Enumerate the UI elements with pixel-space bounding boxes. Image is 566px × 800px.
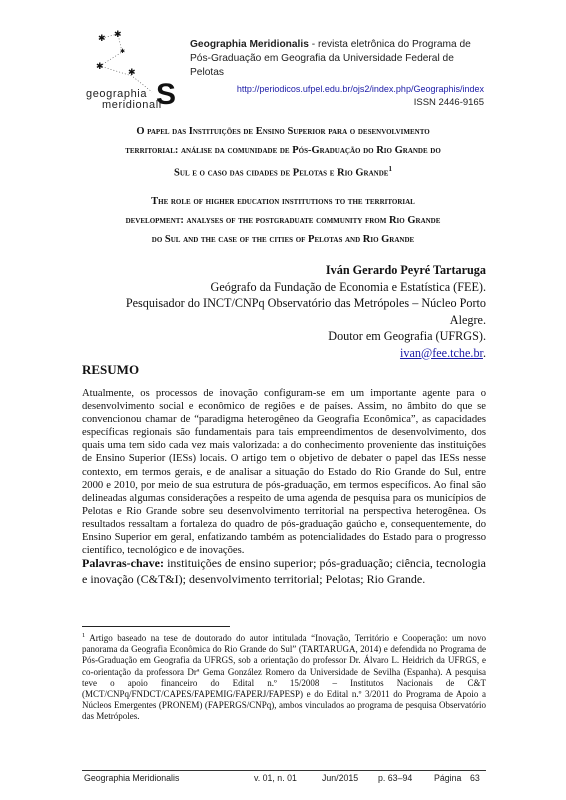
author-affiliation: Geógrafo da Fundação de Economia e Estatística (FEE). (210, 279, 486, 294)
star-icon: ✱ (98, 33, 106, 43)
title-en-line: The role of higher education institutions to the territorial (151, 196, 415, 207)
journal-logo (82, 30, 178, 112)
footer-journal: Geographia Meridionalis (84, 773, 180, 783)
page-footer (82, 773, 486, 785)
author-affiliation: Pesquisador do INCT/CNPq Observatório das Metrópoles – Núcleo Porto Alegre. (125, 296, 486, 327)
footer-page-number: 63 (470, 773, 480, 783)
author-name: Iván Gerardo Peyré Tartaruga (325, 263, 486, 277)
author-block (106, 262, 486, 361)
keywords-list: instituições de ensino superior; pós-graduação; ciência, tecnologia e inovação (C&T&I); desenvolvimento territorial; Pelotas; Rio Grande. (82, 556, 486, 586)
footer-page-label: Página (434, 773, 462, 783)
star-icon: ✱ (120, 49, 126, 55)
star-icon: ✱ (128, 67, 136, 77)
author-email-link[interactable]: ivan@fee.tche.br (399, 345, 483, 360)
footer-volume: v. 01, n. 01 (254, 773, 297, 783)
footnote-text: Artigo baseado na tese de doutorado do autor intitulada “Inovação, Território e Cooperação: um novo panorama da Geografia Econômica do Rio Grande do Sul” (TARTARUGA, 2014) e defendida no Programa de Pós-Graduação em Geografia da UFRGS, sob a orientação do professor Dr. Álvaro L. Heidrich da UFRGS, e co-orientação da professora Drª Gema González Romero da Universidade de Sevilha (Espanha). A pesquisa teve o apoio financeiro do Edital n.º 15/2008 – Institutos Nacionais de C&T (MCT/CNPq/FNDCT/CAPES/FAPEMIG/FAPERJ/FAPESP) e do Edital n.º 3/2011 do Programa de Apoio a Núcleos Emergentes (PRONEM) (FAPERGS/CNPq), ambos vinculados ao programa de pesquisa Observatório das Metrópoles. (82, 633, 486, 722)
footnote-divider (82, 626, 230, 627)
star-icon: ✱ (96, 61, 104, 71)
title-pt-line: O papel das Instituições de Ensino Superior para o desenvolvimento (136, 126, 430, 137)
abstract-heading: RESUMO (82, 362, 140, 377)
title-en-line: development: analyses of the postgraduate community from Rio Grande (125, 215, 441, 226)
title-english (60, 192, 506, 249)
journal-subtitle: - revista eletrônica do Programa de Pós-Graduação em Geografia da Universidade Federal de Pelotas (190, 39, 471, 78)
title-pt-line: Sul e o caso das cidades de Pelotas e Rio Grande (174, 167, 389, 179)
footnote-mark: 1 (82, 632, 86, 639)
logo-letter-s: S (156, 78, 177, 111)
title-pt-line-3 (60, 160, 506, 183)
logo-word-meridionali: meridionali (102, 99, 162, 111)
author-email-suffix: . (482, 345, 486, 360)
star-icon: ✱ (114, 29, 122, 39)
keywords-label: Palavras-chave: (82, 556, 164, 570)
logo-word-geographia: geographia (86, 88, 148, 100)
journal-issn: ISSN 2446-9165 (413, 97, 484, 108)
footer-divider (82, 770, 486, 771)
footer-date: Jun/2015 (322, 773, 359, 783)
keywords-paragraph (82, 556, 486, 587)
footer-pages: p. 63–94 (378, 773, 413, 783)
title-pt-line: territorial: análise da comunidade de Pós-Graduação do Rio Grande do (125, 145, 441, 156)
author-degree: Doutor em Geografia (UFRGS). (328, 329, 486, 343)
title-en-line: do Sul and the case of the cities of Pelotas and Rio Grande (151, 234, 415, 245)
title-portuguese (60, 122, 506, 183)
journal-name: Geographia Meridionalis (190, 39, 309, 50)
author-email-line (106, 345, 486, 362)
journal-description (190, 38, 490, 80)
journal-url-link[interactable]: http://periodicos.ufpel.edu.br/ojs2/index.php/Geographis/index (236, 84, 484, 94)
title-footnote-mark[interactable]: 1 (388, 165, 392, 173)
abstract-body: Atualmente, os processos de inovação configuram-se em um importante agente para o desenvolvimento social e econômico de regiões e de países. Assim, no âmbito do que se convencionou chamar de “paradigma heterogêneo da Geografia Econômica”, as capacidades específicas regionais são fundamentais para tais empreendimentos de desenvolvimento, dos quais uma tem sido cada vez mais valorizada: a do conhecimento proveniente das instituições de Ensino Superior (IESs) locais. O artigo tem o objetivo de debater o papel das IESs nesse contexto, em termos gerais, e de analisar a situação do Estado do Rio Grande do Sul, entre 2000 e 2010, por meio de sua estrutura de pós-graduação, em termos específicos. Ao final são delineadas algumas considerações a respeito de uma agenda de pesquisa para os municípios de Pelotas e Rio Grande sobre seu desenvolvimento territorial na perspectiva heterogênea. Os resultados ressaltam a fortaleza do quadro de pós-graduação gaúcho e, consequentemente, do Ensino Superior em geral, enfatizando também as potencialidades do Estado para o progresso científico, tecnológico e de inovações. (82, 388, 486, 557)
footnote (82, 630, 486, 723)
